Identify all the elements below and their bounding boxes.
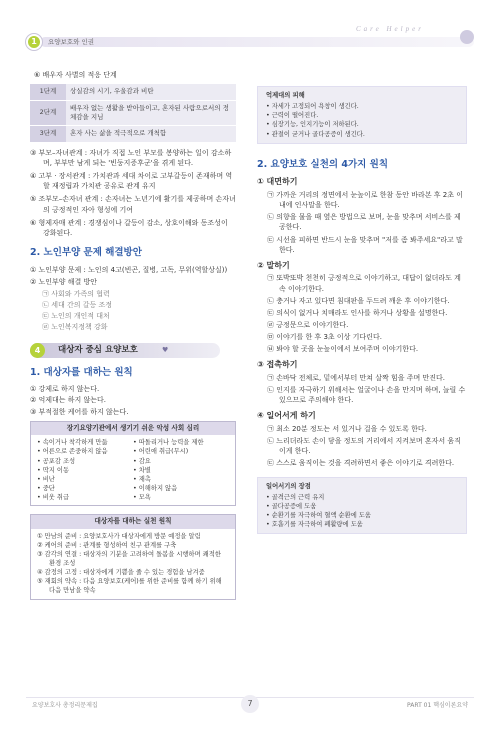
restraint-harm-box xyxy=(257,86,467,144)
list-item: • 비웃 취급 xyxy=(37,494,70,502)
chapter-badge xyxy=(26,34,42,50)
principle-item: ③ 부적절한 케어를 하지 않는다. xyxy=(30,407,129,416)
list-item: ㉢ 의식이 없거나 치매라도 인사를 하거나 상황을 설명한다. xyxy=(267,308,448,317)
table-row xyxy=(30,84,236,100)
list-item: • 딱지 이동 xyxy=(37,466,70,474)
list-item: ㉠ 손바닥 전체로, 밑에서부터 만쳐 살짝 힘을 주며 만진다. xyxy=(267,374,446,382)
relation-item: ③ 부모–자녀관계 : 자녀가 직접 노인 부모를 봉양하는 일이 감소하며, 부부만 남게 되는 '빈둥지증후군'을 겪게 된다. xyxy=(30,148,232,167)
box-col-right xyxy=(133,438,229,502)
sub-item: ㉣ 노인복지정책 강화 xyxy=(42,323,108,332)
stage-desc: 상실감의 시기, 우울감과 비탄 xyxy=(66,84,236,100)
list-item: • 속이거나 착각하게 만듦 xyxy=(37,439,108,447)
practice-box xyxy=(30,514,236,599)
list-item: ① 만남의 준비 : 요양보호사가 대상자에게 방문 예정을 알림 xyxy=(37,532,201,540)
box-body xyxy=(31,529,235,599)
principle-item: ① 강제로 하지 않는다. xyxy=(30,385,100,394)
list-item: ㉣ 긍정문으로 이야기한다. xyxy=(267,320,349,329)
list-item: ㉡ 인지를 자극하기 위해서는 얼굴이나 손을 만지며 하며, 늘릴 수 있으므로 주의해야 한다. xyxy=(267,386,466,405)
section-number: 4 xyxy=(30,343,45,358)
list-item: ㉡ 충거나 자고 있다면 침대판을 두드려 깨운 후 이야기한다. xyxy=(267,296,450,305)
stage-label: 2단계 xyxy=(30,100,66,126)
left-column xyxy=(30,70,236,600)
relation-item: ④ 고부 · 장서관계 : 가치관과 세대 차이로 고부갈등이 존재하며 역할 재정립과 가치관 공유로 관계 유지 xyxy=(30,172,233,191)
chapter-number: 1 xyxy=(31,37,37,46)
chapter-title: 요양보호와 인권 xyxy=(48,38,95,46)
list-item: • 호흡기를 자극하여 폐활량에 도움 xyxy=(266,521,363,529)
box-col-left xyxy=(37,438,133,502)
list-item: • 심장기능, 인지기능이 저하된다. xyxy=(266,121,359,129)
principle-heading: ③ 접촉하기 xyxy=(257,360,298,370)
list-item: ㉢ 시선을 피하면 반드시 눈을 맞추며 "저를 좀 봐주세요"라고 말한다. xyxy=(267,235,463,254)
header-corner-icon xyxy=(460,30,474,44)
box-columns xyxy=(31,435,235,505)
list-item: • 자세가 고정되어 욕창이 생긴다. xyxy=(266,103,359,111)
section-banner xyxy=(30,343,236,358)
list-item: ㉥ 봐야 할 곳을 눈높이에서 보여주며 이야기한다. xyxy=(267,345,419,354)
list-item: ㉠ 최소 20분 정도는 서 있거나 걸을 수 있도록 한다. xyxy=(267,425,427,434)
section-title: 대상자 중심 요양보호 xyxy=(58,344,138,355)
stage-desc: 혼자 사는 삶을 적극적으로 개척함 xyxy=(66,126,236,142)
list-item: ㉠ 가까운 거리의 정면에서 눈높이로 한참 동안 바라본 후 2초 이내에 인사말을 한다. xyxy=(267,190,463,210)
right-column xyxy=(257,86,467,534)
list-item: • 이해하지 않음 xyxy=(133,484,178,492)
list-item: ㉡ 느리더라도 손이 닿을 정도의 거리에서 지켜보며 혼자서 움직이게 한다. xyxy=(267,437,461,456)
solution-item: ② 노인부양 해결 방안 xyxy=(30,277,98,286)
list-item: • 모욕 xyxy=(133,494,151,502)
subsection-heading: 1. 대상자를 대하는 원칙 xyxy=(30,366,133,378)
relation-item: ⑤ 조부모–손자녀 관계 : 손자녀는 노년기에 활기를 제공하며 손자녀의 긍정적인 자아 형성에 기여 xyxy=(30,195,236,214)
list-item: • 어린애 취급(무시) xyxy=(133,448,189,456)
table-row xyxy=(30,100,236,126)
page-header xyxy=(26,25,474,50)
section-heading: 2. 노인부양 문제 해결방안 xyxy=(30,246,142,258)
list-item: ③ 감각의 연결 : 대상자의 기분을 고려하여 돌봄을 시행하며 쾌적한 환경 조성 xyxy=(37,550,221,568)
list-item: ㉤ 이야기를 한 후 3초 이상 기다린다. xyxy=(267,333,382,342)
table-row xyxy=(30,126,236,142)
relation-item: ⑥ 형제자매 관계 : 경쟁심이나 갈등이 감소, 상호이해와 동조성이 강화된다. xyxy=(30,218,228,237)
list-item: • 어른으로 존중하지 않음 xyxy=(37,448,108,456)
list-item: • 차별 xyxy=(133,466,151,474)
list-item: • 감요 xyxy=(133,457,151,465)
list-item: ㉠ 또박또박 천천히 긍정적으로 이야기하고, 대답이 없더라도 계속 이야기한다. xyxy=(267,274,461,293)
principle-heading: ① 대면하기 xyxy=(257,177,298,187)
list-item: • 골다공증에 도움 xyxy=(266,502,317,510)
list-item: ㉡ 의향을 물을 때 옆은 방법으로 보며, 눈을 맞추며 서비스를 제공한다. xyxy=(267,213,461,232)
box-title: 장기요양기관에서 생기기 쉬운 악성 사회 심리 xyxy=(31,422,235,436)
sub-item: ㉡ 세대 간의 갈등 조정 xyxy=(42,301,112,310)
solution-item: ① 노인부양 문제 : 노인의 4고(빈곤, 질병, 고독, 무위(역할상실)) xyxy=(30,265,228,274)
principle-heading: ② 말하기 xyxy=(257,260,290,270)
stage-table xyxy=(30,84,236,143)
list-item: ② 케어의 준비 : 관계를 형성하여 친구 관계를 구축 xyxy=(37,541,177,549)
box-title: 대상자를 대하는 실천 원칙 xyxy=(31,515,235,529)
brand-text: Care Helper xyxy=(356,25,424,33)
list-item: • 근력이 떨어진다. xyxy=(266,112,319,120)
stage-label: 1단계 xyxy=(30,84,66,100)
heart-icon: ♥ xyxy=(162,345,169,354)
page-number: 7 xyxy=(241,695,259,713)
list-item: ⑤ 재회의 약속 : 다음 요양보호(케어)를 위한 준비를 함께 하기 위해 다음 만남을 약속 xyxy=(37,578,222,595)
box-title: 일어서기의 장점 xyxy=(266,482,311,490)
list-item: • 재촉 xyxy=(133,475,151,483)
principle-heading: ④ 일어서게 하기 xyxy=(257,411,316,421)
footer-book-title: 요양보호사 총정리문제집 xyxy=(32,702,98,709)
footer-part-title: PART 01 핵심이론요약 xyxy=(407,702,468,709)
stage-title: ⑥ 배우자 사별의 적응 단계 xyxy=(34,71,117,79)
section-heading: 2. 요양보호 실천의 4가지 원칙 xyxy=(257,158,389,170)
list-item: • 골격근의 근력 유지 xyxy=(266,493,325,501)
sub-item: ㉠ 사회와 가족의 협력 xyxy=(42,290,110,298)
list-item: • 관절이 굳거나 골다공증이 생긴다. xyxy=(266,130,365,138)
stage-desc: 배우자 없는 생활을 받아들이고, 혼자된 사람으로서의 정체감을 지님 xyxy=(66,100,236,126)
list-item: • 순환기를 자극하여 혈액 순환에 도움 xyxy=(266,511,371,519)
page-footer xyxy=(26,697,474,713)
standing-benefits-box xyxy=(257,477,467,535)
box-title: 억제대의 피해 xyxy=(266,92,305,99)
sub-item: ㉢ 노인의 개인적 대처 xyxy=(42,312,110,321)
principle-item: ② 억제대는 하지 않는다. xyxy=(30,396,107,405)
list-item: • 중단 xyxy=(37,484,55,492)
list-item: • 따돌리거나 능력을 제한 xyxy=(133,439,204,447)
list-item: • 공포감 조성 xyxy=(37,457,76,465)
header-bar xyxy=(40,37,474,47)
list-item: ④ 감정의 고정 : 대상자에게 기쁨을 줄 수 있는 경험을 남겨줌 xyxy=(37,569,205,577)
psychology-box xyxy=(30,421,236,506)
list-item: ㉢ 스스로 움직이는 것을 격려하면서 좋은 이야기로 격려한다. xyxy=(267,459,455,468)
stage-label: 3단계 xyxy=(30,126,66,142)
list-item: • 비난 xyxy=(37,475,55,483)
